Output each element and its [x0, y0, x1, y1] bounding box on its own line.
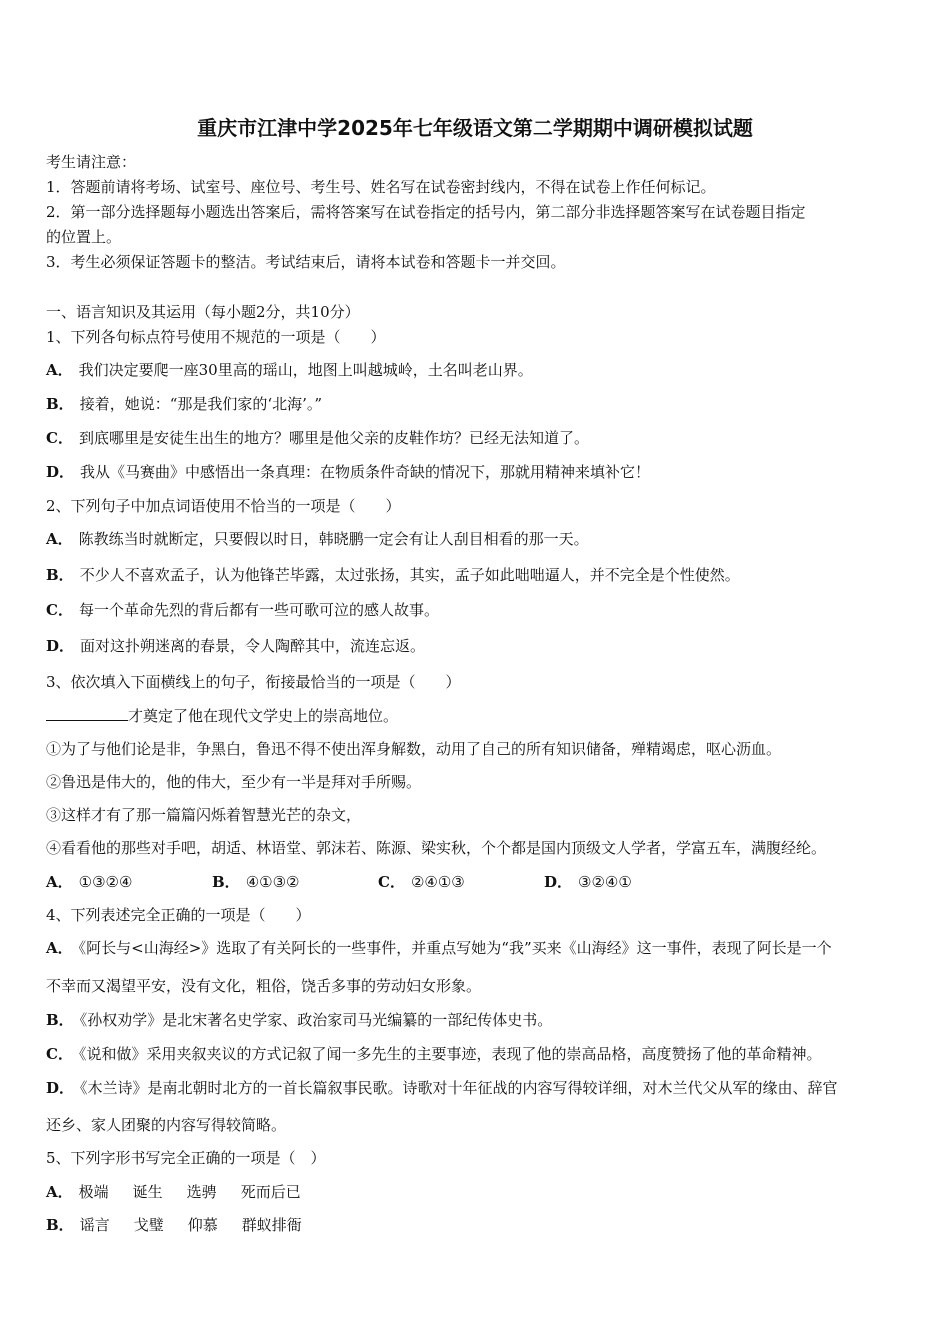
q4-option-d-cont: 还乡、家人团聚的内容写得较简略。	[46, 1116, 287, 1134]
question-1-stem: 1、下列各句标点符号使用不规范的一项是（ ）	[46, 328, 386, 346]
option-text: 接着，她说：“那是我们家的‘北海’。”	[79, 395, 323, 413]
q5-option-a[interactable]	[46, 1182, 325, 1202]
option-label: A．	[46, 873, 73, 891]
option-label: A．	[46, 361, 73, 379]
q2-option-b[interactable]	[46, 565, 740, 585]
option-label: B．	[46, 1011, 74, 1029]
answer-blank[interactable]	[46, 706, 128, 721]
q2-option-a[interactable]	[46, 529, 589, 549]
option-label: C．	[378, 873, 405, 891]
question-2-stem: 2、下列句子中加点词语使用不恰当的一项是（ ）	[46, 497, 401, 515]
option-label: B．	[46, 1216, 74, 1234]
option-text: 《木兰诗》是南北朝时北方的一首长篇叙事民歌。诗歌对十年征战的内容写得较详细，对木兰代父从军的缘由、辞官	[80, 1079, 838, 1097]
question-3-stem: 3、依次填入下面横线上的句子，衔接最恰当的一项是（ ）	[46, 673, 461, 691]
option-word: 极端	[78, 1183, 109, 1201]
q3-option-d[interactable]	[544, 872, 710, 892]
question-5-stem: 5、下列字形书写完全正确的一项是（ ）	[46, 1149, 326, 1167]
option-label: A．	[46, 939, 73, 957]
notice-item: 的位置上。	[46, 228, 122, 246]
option-label: D．	[544, 873, 573, 891]
q3-option-c[interactable]	[378, 872, 544, 892]
option-text: 我从《马赛曲》中感悟出一条真理：在物质条件奇缺的情况下，那就用精神来填补它！	[80, 463, 651, 481]
option-word: 群蚁排衙	[241, 1216, 302, 1234]
option-text: ④①③②	[245, 873, 300, 891]
q4-option-a-cont: 不幸而又渴望平安，没有文化，粗俗，饶舌多事的劳动妇女形象。	[46, 977, 482, 995]
option-text: ③②④①	[578, 873, 632, 891]
blank-tail-text: 才奠定了他在现代文学史上的崇高地位。	[128, 707, 399, 725]
notice-item: 1．答题前请将考场、试室号、座位号、考生号、姓名写在试卷密封线内，不得在试卷上作任何标记。	[46, 178, 716, 196]
q3-sentence: ①为了与他们论是非，争黑白，鲁迅不得不使出浑身解数，动用了自己的所有知识储备，殚精竭虑，呕心沥血。	[46, 740, 782, 758]
option-label: A．	[46, 1183, 73, 1201]
notice-heading: 考生请注意：	[46, 153, 137, 171]
notice-item: 2．第一部分选择题每小题选出答案后，需将答案写在试卷指定的括号内，第二部分非选择题答案写在试卷题目指定	[46, 203, 806, 221]
option-label: B．	[46, 395, 74, 413]
option-text: 到底哪里是安徒生出生的地方？哪里是他父亲的皮鞋作坊？已经无法知道了。	[78, 429, 589, 447]
option-label: B．	[46, 566, 74, 584]
option-text: 陈教练当时就断定，只要假以时日，韩晓鹏一定会有让人刮目相看的那一天。	[78, 530, 589, 548]
q3-options-row	[46, 872, 710, 892]
option-text: 我们决定要爬一座30里高的瑶山，地图上叫越城岭，土名叫老山界。	[78, 361, 533, 379]
option-text: ②④①③	[410, 873, 465, 891]
q3-sentence: ③这样才有了那一篇篇闪烁着智慧光芒的杂文，	[46, 806, 362, 824]
option-text: 《阿长与<山海经>》选取了有关阿长的一些事件，并重点写她为“我”买来《山海经》这一事件，表现了阿长是一个	[78, 939, 832, 957]
q4-option-d[interactable]	[46, 1078, 838, 1098]
option-label: D．	[46, 1079, 75, 1097]
q4-option-a[interactable]	[46, 938, 832, 958]
option-word: 谣言	[79, 1216, 110, 1234]
option-label: D．	[46, 463, 75, 481]
option-word: 选骋	[186, 1183, 217, 1201]
q3-option-b[interactable]	[212, 872, 378, 892]
option-text: 《孙权劝学》是北宋著名史学家、政治家司马光编纂的一部纪传体史书。	[79, 1011, 553, 1029]
option-text: 《说和做》采用夹叙夹议的方式记叙了闻一多先生的主要事迹，表现了他的崇高品格，高度赞扬了他的革命精神。	[78, 1045, 822, 1063]
q3-sentence: ②鲁迅是伟大的，他的伟大，至少有一半是拜对手所赐。	[46, 773, 422, 791]
q5-option-b[interactable]	[46, 1215, 326, 1235]
option-word: 仰慕	[187, 1216, 218, 1234]
q1-option-d[interactable]	[46, 462, 650, 482]
section-heading: 一、语言知识及其运用（每小题2分，共10分）	[46, 303, 360, 321]
notice-item: 3．考生必须保证答题卡的整洁。考试结束后，请将本试卷和答题卡一并交回。	[46, 253, 566, 271]
option-text: 每一个革命先烈的背后都有一些可歌可泣的感人故事。	[78, 601, 439, 619]
q1-option-b[interactable]	[46, 394, 322, 414]
option-label: B．	[212, 873, 240, 891]
option-text: 不少人不喜欢孟子，认为他锋芒毕露，太过张扬，其实，孟子如此咄咄逼人，并不完全是个性使然。	[79, 566, 740, 584]
q3-option-a[interactable]	[46, 872, 212, 892]
option-text: 面对这扑朔迷离的春景，令人陶醉其中，流连忘返。	[80, 637, 426, 655]
option-word: 戈璧	[133, 1216, 164, 1234]
q1-option-c[interactable]	[46, 428, 589, 448]
option-word: 诞生	[132, 1183, 163, 1201]
question-4-stem: 4、下列表述完全正确的一项是（ ）	[46, 906, 311, 924]
fill-blank-line	[46, 706, 398, 726]
option-label: C．	[46, 429, 73, 447]
q1-option-a[interactable]	[46, 360, 533, 380]
q2-option-c[interactable]	[46, 600, 439, 620]
q4-option-c[interactable]	[46, 1044, 821, 1064]
option-word: 死而后已	[240, 1183, 301, 1201]
q3-sentence: ④看看他的那些对手吧，胡适、林语堂、郭沫若、陈源、梁实秋，个个都是国内顶级文人学者，学富五车，满腹经纶。	[46, 839, 827, 857]
q2-option-d[interactable]	[46, 636, 425, 656]
option-text: ①③②④	[78, 873, 133, 891]
option-label: A．	[46, 530, 73, 548]
option-label: D．	[46, 637, 75, 655]
page-title: 重庆市江津中学2025年七年级语文第二学期期中调研模拟试题	[197, 116, 753, 140]
option-label: C．	[46, 601, 73, 619]
option-label: C．	[46, 1045, 73, 1063]
q4-option-b[interactable]	[46, 1010, 552, 1030]
